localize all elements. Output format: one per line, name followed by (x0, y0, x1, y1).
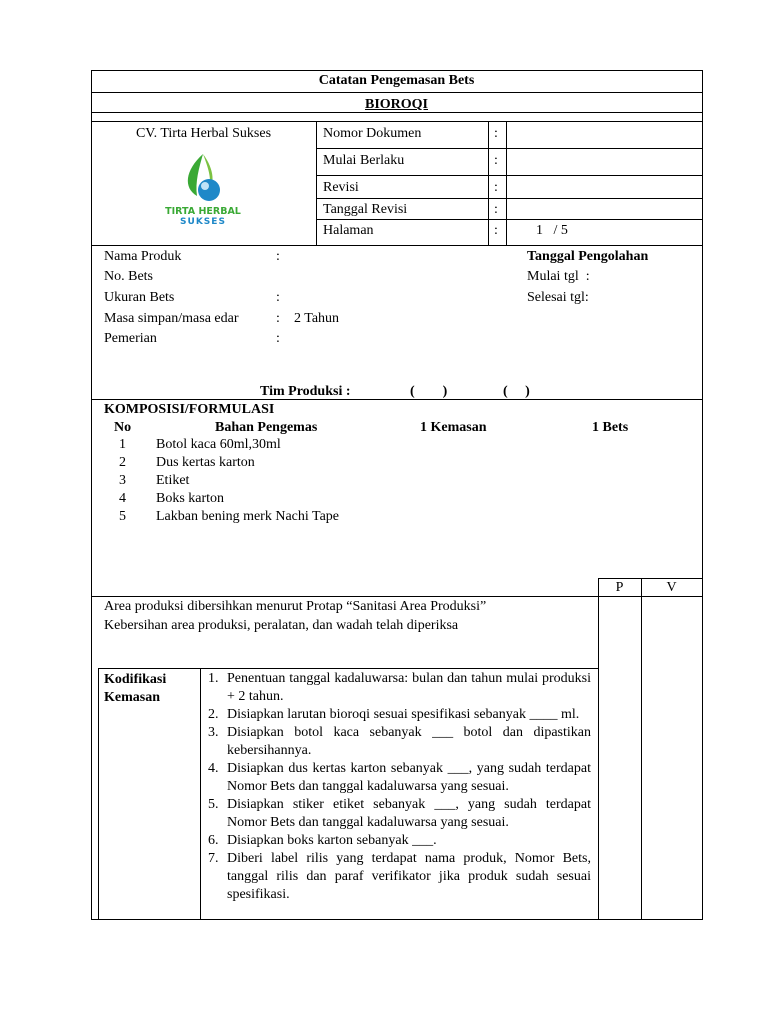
coding-label-line1: Kodifikasi (104, 672, 167, 687)
team-slot-1: ( ) (410, 384, 448, 399)
col-header-v: V (666, 580, 677, 595)
list-item: 5. Disiapkan stiker etiket sebanyak ___, yang sudah terdapat Nomor Bets dan tanggal kadaluwarsa yang sesuai. (208, 797, 591, 830)
page-number: 1 / 5 (536, 223, 568, 238)
leaf-drop-icon (163, 152, 243, 230)
logo-text-line1: TIRTA HERBAL (165, 206, 241, 217)
processing-end-date: Selesai tgl: (527, 290, 589, 305)
list-item: 6. Disiapkan boks karton sebanyak ___. (208, 833, 437, 848)
field-label-no-bets: No. Bets (104, 269, 153, 284)
composition-title: KOMPOSISI/FORMULASI (104, 402, 275, 417)
list-item: 1. Penentuan tanggal kadaluwarsa: bulan dan tahun mulai produksi + 2 tahun. (208, 671, 591, 704)
field-label-masa-simpan: Masa simpan/masa edar (104, 311, 239, 326)
list-item: 2. Disiapkan larutan bioroqi sesuai spesifikasi sebanyak ____ ml. (208, 707, 580, 722)
coding-steps-list (205, 670, 591, 904)
field-value-masa-simpan: 2 Tahun (294, 311, 340, 326)
processing-date-title: Tanggal Pengolahan (527, 249, 649, 264)
list-item: 7. Diberi label rilis yang terdapat nama produk, Nomor Bets, tanggal rilis dan paraf verifikator jika produk sudah sesuai spesifikasi. (208, 851, 591, 902)
company-logo (163, 152, 243, 230)
col-header-p: P (615, 580, 624, 595)
coding-label-line2: Kemasan (104, 690, 160, 705)
field-label-nama-produk: Nama Produk (104, 249, 182, 264)
logo-text-line2: SUKSES (180, 217, 226, 227)
col-header-per-pack: 1 Kemasan (420, 420, 487, 435)
col-header-no: No (114, 420, 132, 435)
product-title: BIOROQI (364, 97, 428, 112)
area-check-line-2: Kebersihan area produksi, peralatan, dan wadah telah diperiksa (104, 618, 459, 633)
company-name: CV. Tirta Herbal Sukses (135, 126, 272, 141)
team-slot-2: ( ) (503, 384, 530, 399)
list-item: 3. Disiapkan botol kaca sebanyak ___ botol dan dipastikan kebersihannya. (208, 725, 591, 758)
col-header-per-batch: 1 Bets (592, 420, 629, 435)
col-header-material: Bahan Pengemas (215, 420, 318, 435)
processing-start-date: Mulai tgl : (527, 269, 590, 284)
document-title: Catatan Pengemasan Bets (318, 73, 475, 88)
list-item: 4. Disiapkan dus kertas karton sebanyak ___, yang sudah terdapat Nomor Bets dan tanggal kadaluwarsa yang sesuai. (208, 761, 591, 794)
field-label-ukuran-bets: Ukuran Bets (104, 290, 175, 305)
area-check-line-1: Area produksi dibersihkan menurut Protap “Sanitasi Area Produksi” (104, 599, 487, 614)
team-label: Tim Produksi : (260, 384, 351, 399)
field-label-pemerian: Pemerian (104, 331, 157, 346)
